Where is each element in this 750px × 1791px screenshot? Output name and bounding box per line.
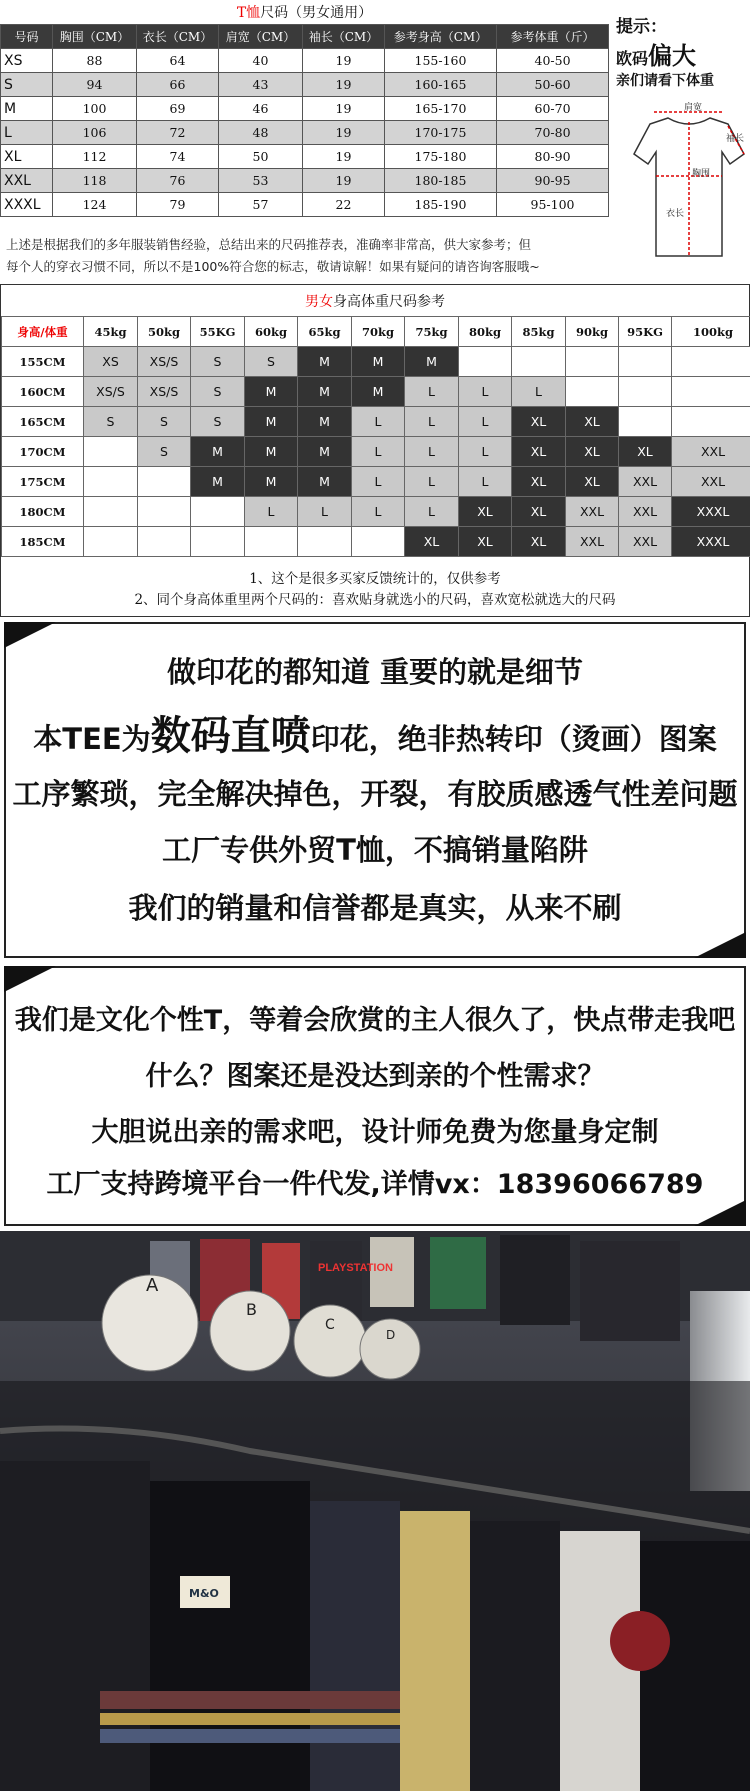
size-label: S <box>1 73 53 97</box>
size-value: 106 <box>53 121 137 145</box>
panel1-line-3: 工序繁琐，完全解决掉色，开裂，有胶质感透气性差问题 <box>12 777 738 811</box>
size-chart-row <box>1 145 609 169</box>
height-label: 165CM <box>2 407 84 437</box>
recommended-size-cell: XL <box>405 527 459 557</box>
size-value: 50-60 <box>497 73 609 97</box>
panel1-line-2-highlight: 数码直喷 <box>150 713 311 759</box>
store-photo-illustration <box>0 1231 750 1791</box>
hint-euro-size: 欧码 <box>616 49 649 68</box>
size-value: 95-100 <box>497 193 609 217</box>
recommended-size-cell: L <box>352 407 405 437</box>
recommended-size-cell: M <box>298 467 352 497</box>
size-chart-row <box>1 73 609 97</box>
hint-check-weight: 亲们请看下体重 <box>616 73 714 89</box>
recommended-size-cell <box>672 407 750 437</box>
size-chart-table <box>0 0 609 217</box>
label-sleeve: 袖长 <box>726 134 745 144</box>
size-value: 165-170 <box>385 97 497 121</box>
recommended-size-cell: XXL <box>619 497 672 527</box>
recommended-size-cell: XL <box>566 437 619 467</box>
size-value: 19 <box>303 73 385 97</box>
panel2-contact-line: 工厂支持跨境平台一件代发,详情vx：18396066789 <box>46 1169 704 1200</box>
recommended-size-cell: XL <box>512 407 566 437</box>
recommended-size-cell <box>191 497 245 527</box>
size-value: 57 <box>219 193 303 217</box>
recommended-size-cell <box>84 467 138 497</box>
weight-header-cell: 85kg <box>512 317 566 347</box>
recommended-size-cell: L <box>459 407 512 437</box>
size-value: 175-180 <box>385 145 497 169</box>
recommended-size-cell: L <box>352 467 405 497</box>
recommended-size-cell: XXL <box>566 497 619 527</box>
height-weight-body <box>2 347 750 557</box>
recommended-size-cell <box>138 467 191 497</box>
size-value: 88 <box>53 49 137 73</box>
size-value: 80-90 <box>497 145 609 169</box>
recommended-size-cell: L <box>459 467 512 497</box>
shirt-label-text: M&O <box>189 1587 219 1600</box>
recommended-size-cell: XXL <box>566 527 619 557</box>
size-value: 74 <box>137 145 219 169</box>
size-chart-header-cell: 号码 <box>1 25 53 49</box>
height-weight-title-text: 身高体重尺码参考 <box>333 294 445 310</box>
size-value: 94 <box>53 73 137 97</box>
recommended-size-cell <box>138 527 191 557</box>
weight-header-cell: 65kg <box>298 317 352 347</box>
size-label: L <box>1 121 53 145</box>
recommended-size-cell: L <box>352 437 405 467</box>
size-chart-header-cell: 参考体重（斤） <box>497 25 609 49</box>
recommended-size-cell: S <box>138 407 191 437</box>
height-row <box>2 437 750 467</box>
size-value: 19 <box>303 97 385 121</box>
recommended-size-cell: XL <box>512 527 566 557</box>
weight-header-cell: 50kg <box>138 317 191 347</box>
recommended-size-cell: M <box>191 437 245 467</box>
recommended-size-cell: S <box>138 437 191 467</box>
size-chart-header-cell: 肩宽（CM） <box>219 25 303 49</box>
size-chart-header-cell: 袖长（CM） <box>303 25 385 49</box>
hanger-tag-a: A <box>146 1275 159 1296</box>
size-value: 185-190 <box>385 193 497 217</box>
size-chart-header-row <box>1 25 609 49</box>
recommended-size-cell: M <box>405 347 459 377</box>
size-chart-row <box>1 121 609 145</box>
label-chest: 胸围 <box>692 169 711 179</box>
recommended-size-cell: M <box>352 347 405 377</box>
height-label: 155CM <box>2 347 84 377</box>
recommended-size-cell <box>566 377 619 407</box>
recommended-size-cell: L <box>245 497 298 527</box>
recommended-size-cell: M <box>245 467 298 497</box>
height-row <box>2 527 750 557</box>
weight-header-cell: 90kg <box>566 317 619 347</box>
height-weight-header-row <box>2 317 750 347</box>
size-chart-header-cell: 胸围（CM） <box>53 25 137 49</box>
height-row <box>2 347 750 377</box>
size-value: 124 <box>53 193 137 217</box>
fit-hint-panel <box>612 0 750 283</box>
recommended-size-cell: S <box>84 407 138 437</box>
label-length: 衣长 <box>666 209 685 219</box>
size-chart-row <box>1 169 609 193</box>
recommended-size-cell: M <box>352 377 405 407</box>
recommended-size-cell: XL <box>512 467 566 497</box>
corner-decoration <box>694 1200 746 1226</box>
recommended-size-cell <box>84 437 138 467</box>
size-chart-row <box>1 97 609 121</box>
size-value: 48 <box>219 121 303 145</box>
recommended-size-cell <box>352 527 405 557</box>
size-chart-header-cell: 参考身高（CM） <box>385 25 497 49</box>
size-value: 66 <box>137 73 219 97</box>
panel2-line-3: 大胆说出亲的需求吧，设计师免费为您量身定制 <box>91 1117 659 1148</box>
panel1-line-5: 我们的销量和信誉都是真实，从来不刷 <box>128 891 622 925</box>
height-label: 185CM <box>2 527 84 557</box>
recommended-size-cell: XS <box>84 347 138 377</box>
height-row <box>2 407 750 437</box>
height-weight-note-2: 2、同个身高体重里两个尺码的：喜欢贴身就选小的尺码，喜欢宽松就选大的尺码 <box>134 592 616 608</box>
recommended-size-cell: XS/S <box>84 377 138 407</box>
recommended-size-cell: XL <box>566 467 619 497</box>
size-chart-title-red: T恤 <box>236 5 261 21</box>
recommended-size-cell <box>138 497 191 527</box>
recommended-size-cell <box>672 377 750 407</box>
recommended-size-cell: L <box>405 467 459 497</box>
recommended-size-cell <box>672 347 750 377</box>
height-weight-note-1: 1、这个是很多买家反馈统计的，仅供参考 <box>249 571 501 587</box>
recommended-size-cell: L <box>459 377 512 407</box>
recommended-size-cell: XXXL <box>672 497 750 527</box>
recommended-size-cell: L <box>459 437 512 467</box>
recommended-size-cell: L <box>512 377 566 407</box>
size-value: 90-95 <box>497 169 609 193</box>
size-label: XXL <box>1 169 53 193</box>
weight-header-cell: 75kg <box>405 317 459 347</box>
recommended-size-cell: XXL <box>672 467 750 497</box>
size-value: 76 <box>137 169 219 193</box>
size-value: 79 <box>137 193 219 217</box>
size-label: XS <box>1 49 53 73</box>
recommended-size-cell <box>191 527 245 557</box>
size-value: 72 <box>137 121 219 145</box>
size-value: 155-160 <box>385 49 497 73</box>
recommended-size-cell: XL <box>512 437 566 467</box>
size-value: 22 <box>303 193 385 217</box>
hint-title: 提示： <box>616 17 667 37</box>
size-value: 40 <box>219 49 303 73</box>
recommended-size-cell: L <box>352 497 405 527</box>
recommended-size-cell: XS/S <box>138 347 191 377</box>
weight-header-cell: 70kg <box>352 317 405 347</box>
recommended-size-cell: S <box>191 377 245 407</box>
recommended-size-cell: L <box>405 497 459 527</box>
tshirt-measure-diagram <box>630 96 748 271</box>
size-chart-row <box>1 49 609 73</box>
panel1-line-4: 工厂专供外贸T恤，不搞销量陷阱 <box>162 833 588 867</box>
recommended-size-cell <box>245 527 298 557</box>
height-label: 160CM <box>2 377 84 407</box>
recommended-size-cell: S <box>191 407 245 437</box>
size-value: 60-70 <box>497 97 609 121</box>
recommended-size-cell <box>512 347 566 377</box>
print-quality-panel <box>4 622 746 958</box>
recommended-size-cell <box>459 347 512 377</box>
recommended-size-cell: XXXL <box>672 527 750 557</box>
recommended-size-cell: XXL <box>619 527 672 557</box>
recommended-size-cell <box>84 527 138 557</box>
recommended-size-cell: XL <box>512 497 566 527</box>
recommended-size-cell: M <box>298 407 352 437</box>
panel1-line-2-a: 本TEE为 <box>33 722 151 756</box>
weight-header-cell: 80kg <box>459 317 512 347</box>
size-note-line-1: 上述是根据我们的多年服装销售经验，总结出来的尺码推荐表，准确率非常高，供大家参考；但 <box>6 237 532 252</box>
weight-header-cell: 95KG <box>619 317 672 347</box>
recommended-size-cell: M <box>298 437 352 467</box>
size-chart-note <box>6 234 606 278</box>
recommended-size-cell: S <box>245 347 298 377</box>
size-chart-title-row <box>1 0 609 25</box>
size-chart-title: 尺码（男女通用） <box>260 5 373 21</box>
recommended-size-cell: M <box>298 377 352 407</box>
recommended-size-cell: S <box>191 347 245 377</box>
panel1-line-2 <box>6 704 744 761</box>
custom-design-panel <box>4 966 746 1226</box>
size-label: XXXL <box>1 193 53 217</box>
wall-shirt <box>500 1235 570 1325</box>
size-value: 118 <box>53 169 137 193</box>
size-value: 69 <box>137 97 219 121</box>
size-value: 46 <box>219 97 303 121</box>
size-value: 180-185 <box>385 169 497 193</box>
height-weight-corner: 身高/体重 <box>2 317 84 347</box>
size-value: 19 <box>303 49 385 73</box>
height-label: 170CM <box>2 437 84 467</box>
height-weight-table <box>1 316 750 557</box>
recommended-size-cell <box>84 497 138 527</box>
size-chart-body <box>1 49 609 217</box>
recommended-size-cell: L <box>405 437 459 467</box>
height-weight-title <box>1 291 749 311</box>
size-value: 19 <box>303 145 385 169</box>
recommended-size-cell: XL <box>619 437 672 467</box>
recommended-size-cell: XL <box>459 497 512 527</box>
size-value: 160-165 <box>385 73 497 97</box>
size-value: 70-80 <box>497 121 609 145</box>
height-row <box>2 377 750 407</box>
size-value: 112 <box>53 145 137 169</box>
panel2-line-1: 我们是文化个性T，等着会欣赏的主人很久了，快点带走我吧 <box>14 1005 736 1036</box>
recommended-size-cell: M <box>191 467 245 497</box>
height-label: 180CM <box>2 497 84 527</box>
recommended-size-cell: L <box>405 407 459 437</box>
size-value: 19 <box>303 121 385 145</box>
panel1-line-2-b: 印花，绝非热转印（烫画）图案 <box>310 722 717 756</box>
hint-euro-size-note <box>616 36 696 71</box>
recommended-size-cell: M <box>298 347 352 377</box>
recommended-size-cell: M <box>245 377 298 407</box>
corner-decoration <box>694 932 746 958</box>
weight-header-cell: 60kg <box>245 317 298 347</box>
size-chart-row <box>1 193 609 217</box>
size-label: XL <box>1 145 53 169</box>
panel2-line-2: 什么？图案还是没达到亲的个性需求？ <box>145 1061 605 1092</box>
recommended-size-cell <box>298 527 352 557</box>
height-row <box>2 467 750 497</box>
wall-shirt <box>580 1241 680 1341</box>
size-value: 53 <box>219 169 303 193</box>
recommended-size-cell <box>619 407 672 437</box>
height-weight-title-red: 男女 <box>305 294 333 310</box>
corner-decoration <box>4 622 56 648</box>
recommended-size-cell <box>566 347 619 377</box>
size-value: 170-175 <box>385 121 497 145</box>
hanger-tag-b: B <box>246 1300 257 1319</box>
recommended-size-cell <box>619 377 672 407</box>
size-chart-header-cell: 衣长（CM） <box>137 25 219 49</box>
recommended-size-cell: XL <box>459 527 512 557</box>
size-value: 40-50 <box>497 49 609 73</box>
store-rack-photo <box>0 1231 750 1791</box>
recommended-size-cell: L <box>298 497 352 527</box>
panel1-line-1: 做印花的都知道 重要的就是细节 <box>166 655 584 689</box>
recommended-size-cell: XS/S <box>138 377 191 407</box>
size-value: 43 <box>219 73 303 97</box>
hanger-tag-c: C <box>325 1317 335 1333</box>
hint-runs-large: 偏大 <box>648 42 697 70</box>
recommended-size-cell: M <box>245 437 298 467</box>
size-note-line-2: 每个人的穿衣习惯不同，所以不是100%符合您的标志，敬请谅解！如果有疑问的请咨询客服哦~ <box>6 259 540 274</box>
recommended-size-cell: XL <box>566 407 619 437</box>
size-value: 50 <box>219 145 303 169</box>
height-row <box>2 497 750 527</box>
weight-header-cell: 55KG <box>191 317 245 347</box>
wall-shirt <box>430 1237 486 1309</box>
size-label: M <box>1 97 53 121</box>
height-weight-chart <box>0 284 750 617</box>
weight-header-cell: 100kg <box>672 317 750 347</box>
recommended-size-cell <box>619 347 672 377</box>
size-value: 64 <box>137 49 219 73</box>
height-label: 175CM <box>2 467 84 497</box>
weight-header-cell: 45kg <box>84 317 138 347</box>
store-sign: PLAYSTATION <box>318 1262 393 1274</box>
size-value: 100 <box>53 97 137 121</box>
corner-decoration <box>4 966 56 992</box>
size-value: 19 <box>303 169 385 193</box>
recommended-size-cell: L <box>405 377 459 407</box>
recommended-size-cell: XXL <box>672 437 750 467</box>
recommended-size-cell: XXL <box>619 467 672 497</box>
hanger-tag-d: D <box>386 1328 396 1342</box>
recommended-size-cell: M <box>245 407 298 437</box>
label-shoulder: 肩宽 <box>684 103 703 113</box>
